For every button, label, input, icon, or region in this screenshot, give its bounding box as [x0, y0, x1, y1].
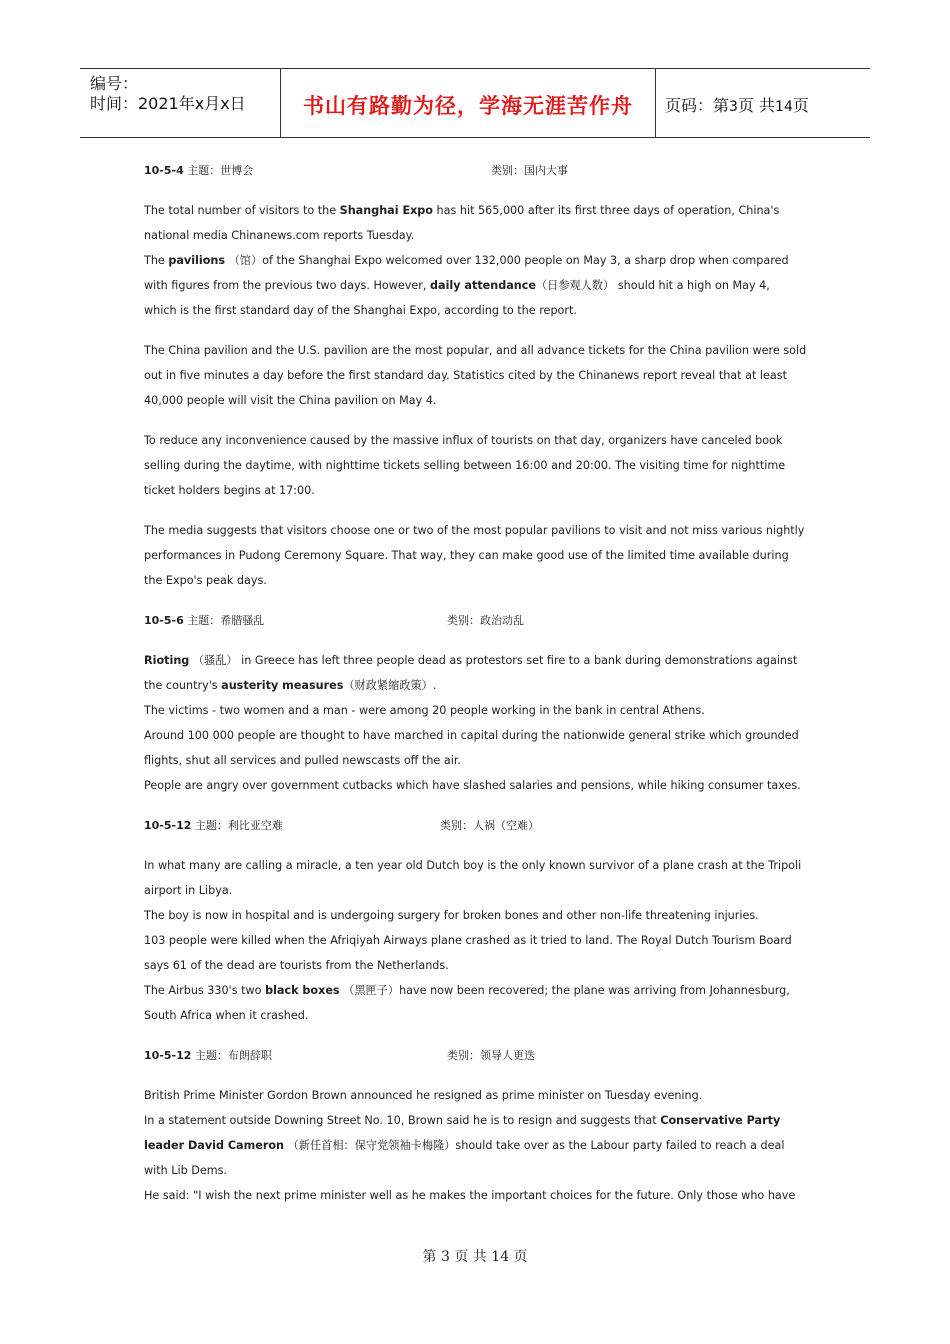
text-line: People are angry over government cutbacks which have slashed salaries and pensions, while hiking consumer taxes.: [144, 779, 801, 792]
footer-current: 3: [440, 1249, 450, 1265]
text-line: 103 people were killed when the Afriqiyah Airways plane crashed as it tried to land. The Royal Dutch Tourism Board: [144, 934, 792, 947]
section-topic: 主题：希腊骚乱: [187, 614, 265, 627]
text-line: The total number of visitors to the Shanghai Expo has hit 565,000 after its first three days of operation, China's: [144, 204, 780, 217]
header-motto-cell: [280, 69, 656, 137]
page-suffix: 页: [792, 96, 809, 115]
paragraph-gap: [144, 323, 812, 338]
footer-mid: 页 共: [454, 1249, 487, 1265]
section-heading: [144, 608, 812, 633]
section-gap: [144, 593, 812, 608]
text-line: leader David Cameron （新任首相：保守党领袖卡梅隆）should take over as the Labour party failed to reach a deal: [144, 1139, 785, 1152]
page-current: 3: [729, 99, 738, 115]
bold-term: Shanghai Expo: [339, 204, 433, 217]
text-line: South Africa when it crashed.: [144, 1009, 309, 1022]
text-line: He said: "I wish the next prime minister well as he makes the important choices for the future. Only those who have: [144, 1189, 796, 1202]
footer-prefix: 第: [422, 1249, 437, 1265]
section-heading: [144, 813, 812, 838]
section-topic: 主题：利比亚空难: [194, 819, 283, 832]
text-line: which is the first standard day of the Shanghai Expo, according to the report.: [144, 304, 577, 317]
text-line: selling during the daytime, with nighttime tickets selling between 16:00 and 20:00. The visiting time for nighttime: [144, 459, 786, 472]
text-line: out in five minutes a day before the first standard day. Statistics cited by the Chinanews report reveal that at least: [144, 369, 787, 382]
text-line: The media suggests that visitors choose one or two of the most popular pavilions to visit and not miss various nightly: [144, 524, 805, 537]
section-gap: [144, 838, 812, 853]
text-line: with figures from the previous two days. However, daily attendance（日参观人数） should hit a high on May 4,: [144, 279, 770, 292]
text-line: To reduce any inconvenience caused by the massive influx of tourists on that day, organizers have canceled book: [144, 434, 783, 447]
section-gap: [144, 183, 812, 198]
text-line: airport in Libya.: [144, 884, 233, 897]
text-line: The China pavilion and the U.S. pavilion are the most popular, and all advance tickets for the China pavilion were sold: [144, 344, 807, 357]
section-category: 类别：政治动乱: [447, 614, 524, 627]
header-page-cell: [655, 69, 870, 137]
text-line: The victims - two women and a man - were among 20 people working in the bank in central Athens.: [144, 704, 705, 717]
text-line: The pavilions （馆）of the Shanghai Expo welcomed over 132,000 people on May 3, a sharp drop when compared: [144, 254, 789, 267]
serial-label: 编号：: [90, 74, 139, 93]
text-line: with Lib Dems.: [144, 1164, 228, 1177]
page-footer: [0, 1246, 950, 1266]
paragraph-gap: [144, 413, 812, 428]
text-line: The boy is now in hospital and is undergoing surgery for broken bones and other non-life threatening injuries.: [144, 909, 759, 922]
section-heading: [144, 1043, 812, 1068]
page-header: [80, 68, 870, 138]
text-line: British Prime Minister Gordon Brown announced he resigned as prime minister on Tuesday evening.: [144, 1089, 703, 1102]
section-category: 类别：国内大事: [491, 164, 568, 177]
section-heading: [144, 158, 812, 183]
bold-term: austerity measures: [221, 679, 344, 692]
time-label: 时间：2021年x月x日: [90, 94, 246, 113]
section-date: 10-5-6: [144, 614, 184, 627]
section-topic: 主题：世博会: [187, 164, 254, 177]
paragraph-gap: [144, 503, 812, 518]
bold-term: Rioting: [144, 654, 190, 667]
bold-term: pavilions: [168, 254, 226, 267]
text-line: Rioting （骚乱） in Greece has left three people dead as protestors set fire to a bank during demonstrations against: [144, 654, 798, 667]
header-meta-cell: [80, 69, 280, 137]
page-code: [665, 93, 809, 116]
text-line: In what many are calling a miracle, a ten year old Dutch boy is the only known survivor of a plane crash at the Tripoli: [144, 859, 802, 872]
text-line: performances in Pudong Ceremony Square. That way, they can make good use of the limited time available during: [144, 549, 789, 562]
section-topic: 主题：布朗辞职: [194, 1049, 272, 1062]
text-line: the Expo's peak days.: [144, 574, 267, 587]
bold-term: daily attendance: [430, 279, 536, 292]
section-gap: [144, 1028, 812, 1043]
text-line: The Airbus 330's two black boxes （黑匣子）have now been recovered; the plane was arriving from Johannesburg,: [144, 984, 790, 997]
text-line: ticket holders begins at 17:00.: [144, 484, 315, 497]
text-line: says 61 of the dead are tourists from the Netherlands.: [144, 959, 449, 972]
section-category: 类别：人祸（空难）: [440, 819, 539, 832]
section-gap: [144, 1068, 812, 1083]
section-gap: [144, 798, 812, 813]
footer-total: 14: [491, 1249, 510, 1265]
bold-term: leader David Cameron: [144, 1139, 285, 1152]
page-prefix: 页码：第: [665, 96, 730, 115]
text-line: 40,000 people will visit the China pavilion on May 4.: [144, 394, 437, 407]
text-line: In a statement outside Downing Street No. 10, Brown said he is to resign and suggests that Conservative Party: [144, 1114, 781, 1127]
text-line: Around 100 000 people are thought to have marched in capital during the nationwide general strike which grounded: [144, 729, 799, 742]
text-line: national media Chinanews.com reports Tuesday.: [144, 229, 415, 242]
page-total: 14: [775, 99, 793, 115]
text-line: flights, shut all services and pulled newscasts off the air.: [144, 754, 461, 767]
bold-term: Conservative Party: [660, 1114, 781, 1127]
footer-suffix: 页: [513, 1249, 528, 1265]
text-line: the country's austerity measures（财政紧缩政策）.: [144, 679, 437, 692]
page-mid: 页 共: [737, 96, 776, 115]
article-body: [144, 158, 812, 1208]
section-date: 10-5-12: [144, 1049, 192, 1062]
bold-term: black boxes: [265, 984, 340, 997]
section-date: 10-5-12: [144, 819, 192, 832]
section-category: 类别：领导人更迭: [447, 1049, 535, 1062]
motto-text: 书山有路勤为径，学海无涯苦作舟: [303, 94, 633, 118]
section-gap: [144, 633, 812, 648]
section-date: 10-5-4: [144, 164, 184, 177]
